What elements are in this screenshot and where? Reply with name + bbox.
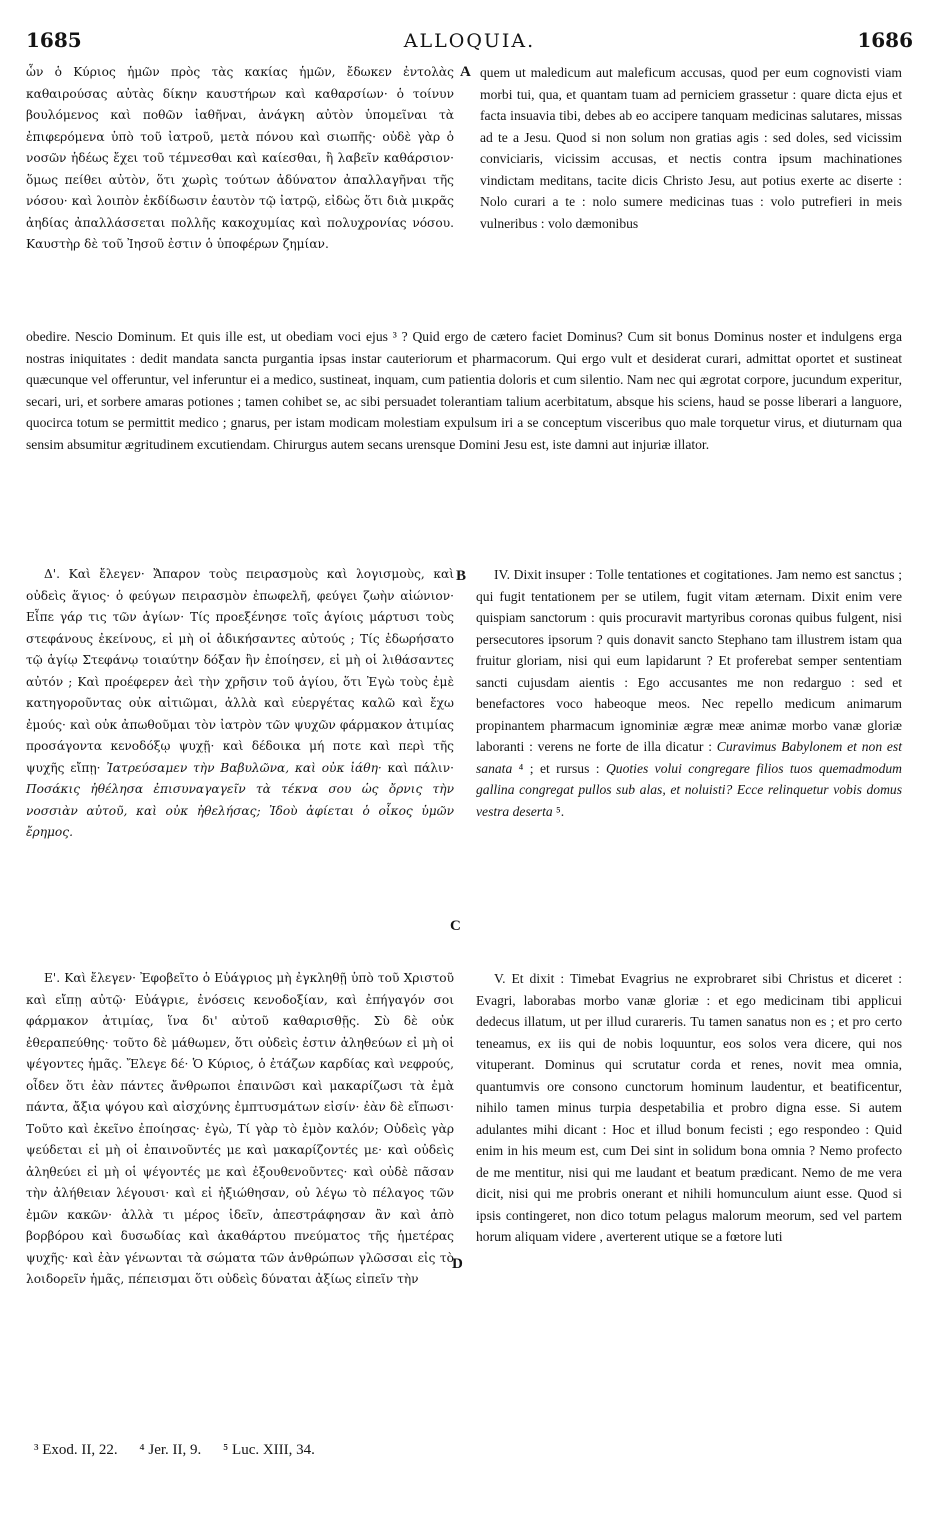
page-number-right: 1686 <box>857 28 913 52</box>
latin-section-iv <box>476 564 902 822</box>
latin-section-iv-quote-1: Curavimus Babylonem et non est sanata <box>476 739 902 776</box>
footnote-3: ³ Exod. II, 22. <box>34 1442 118 1458</box>
latin-section-v: V. Et dixit : Timebat Evagrius ne exprobraret sibi Christus et diceret : Evagri, laborabas morbo vanæ gloriæ : et ego medicinam tibi applicui dedecus illatum, ut per illud curareris. Tu tamen sanatus non es ; et pro certo teneamus, ex iis qui de nobis loquuntur, eos solos vera dicere, qui nos vituperant. Dominus qui scrutatur corda et renes, novit mea omnia, quantumvis ore consono cunctorum hominum laudentur, et beatificentur, nihilo tamen minus turpia despetabilia et probro digna esse. Si autem adulantes mihi dicant : Hoc et illud bonum fecisti ; ego respondeo : Quid enim in his meum est, cum Dei sint in solidum bona omnia ? Nemo profecto de me mentitur, nisi qui me laudant et beatum prædicant. Nemo de me vera dicit, nisi qui me probris onerant et nihili homunculum aiunt esse. Quod si ipsis contingeret, non dico totum pelagus malorum meorum, sed vel partem horum aliquam videre , averterent utique se a fœtore luti <box>476 971 902 1244</box>
greek-section-iv <box>26 564 454 844</box>
greek-section-iv-quote-2: Ποσάκις ἠθέλησα ἐπισυναγαγεῖν τὰ τέκνα σου ὡς ὄρνις τὴν νοσσιὰν αὐτοῦ, καὶ οὐκ ἠθελήσας; Ἰδοὺ ἀφίεται ὁ οἶκος ὑμῶν ἔρημος. <box>26 782 454 839</box>
latin-section-iv-footnote-ref-5: ⁵. <box>552 803 565 819</box>
greek-column-top: ὧν ὁ Κύριος ἡμῶν πρὸς τὰς κακίας ἡμῶν, ἔδωκεν ἐντολὰς καθαιρούσας αὐτὰς δίκην καυστήρων καὶ καθαρσίων· ὁ τοίνυν βουλόμενος καὶ ποθῶν ἰαθῆναι, ἀνάγκη αὐτὸν ὑπομεῖναι τὰ ἐπιφερόμενα ὑπὸ τοῦ ἰατροῦ, μετὰ πόνου καὶ σιωπῆς· οὐδὲ γὰρ ὁ νοσῶν ἡδέως ἔχει τοῦ τέμνεσθαι καὶ καίεσθαι, ἢ λαβεῖν καθάρσιον· ὅμως πείθει αὐτὸν, ὅτι χωρὶς τούτων ἀδύνατον ἀπαλλαγῆναι τῆς νόσου· καὶ λοιπὸν ἐκδίδωσιν ἑαυτὸν τῷ ἰατρῷ, εἰδὼς ὅτι διὰ μικρᾶς ἀηδίας ἀπαλλάσσεται πολλῆς κακοχυμίας καὶ πολυχρονίας νόσου. Καυστὴρ δὲ τοῦ Ἰησοῦ ἐστιν ὁ ὑποφέρων ζημίαν. <box>26 65 454 251</box>
latin-section-iv-footnote-ref-4: ⁴ ; et rursus : <box>512 760 600 776</box>
latin-section-iv-quote-2: Quoties volui congregare filios tuos quemadmodum gallina congregat pullos sub alas, et noluisti? Ecce relinquetur vobis domus vestra deserta <box>476 760 902 819</box>
running-title: ALLOQUIA. <box>403 30 536 52</box>
footnote-4: ⁴ Jer. II, 9. <box>139 1442 202 1458</box>
margin-marker-b: B <box>456 568 467 584</box>
page-number-left: 1685 <box>26 28 82 52</box>
margin-marker-d: D <box>452 1256 463 1272</box>
latin-section-iv-text: IV. Dixit insuper : Tolle tentationes et cogitationes. Jam nemo est sanctus ; qui fugit tentationem per se utilem, fugit vitam æternam. Dixit enim vere quispiam sanctorum : quis procuravit martyribus coronas quibus fulgent, nisi persecutores ipsorum ? quis donavit sancto Stephano tam illustrem istam qua fruitur gloriam, nisi qui eum lapidarunt ? Et proferebat semper sententiam sancti cujusdam aientis : Ego accusantes me non redarguo : sed et benefactores voco habeoque meos. Nec repello medicum animarum propinantem pharmacum ignominiæ ægræ meæ animæ morbo vanæ gloriæ laboranti : verens ne forte de illa dicatur : <box>476 567 902 754</box>
greek-section-iv-text: Δ'. Καὶ ἔλεγεν· Ἄπαρον τοὺς πειρασμοὺς καὶ λογισμοὺς, καὶ οὐδεὶς ἅγιος· ὁ φεύγων πειρασμὸν ἐπωφελῆ, φεύγει ζωὴν αἰώνιον· Εἶπε γάρ τις τῶν ἁγίων· Τίς προεξένησε τοῖς ἁγίοις μάρτυσι τοὺς στεφάνους ἐκείνους, εἰ μὴ οἱ ἀδικήσαντες αὐτούς ; Τίς ἐδωρήσατο τῷ ἁγίῳ Στεφάνῳ τοιαύτην δόξαν ἣν ἐποίησεν, εἰ μὴ οἱ λιθάσαντες αὐτόν ; Καὶ προέφερεν ἀεὶ τὴν χρῆσιν τοῦ ἁγίου, ὅτι Ἐγὼ τοὺς ἐμὲ κατηγοροῦντας οὐκ αἰτιῶμαι, ἀλλὰ καὶ εὐεργέτας καλῶ καὶ ἔχω ἐμούς· καὶ οὐκ ἀπωθοῦμαι τὸν ἰατρὸν τῶν ψυχῶν φάρμακον ἀτιμίας προσάγοντα κενοδόξῳ ψυχῇ· καὶ δέδοικα μή ποτε καὶ περὶ τῆς ψυχῆς εἴπῃ· <box>26 567 454 775</box>
margin-marker-a: A <box>460 64 471 80</box>
greek-section-iv-quote-1: Ἰατρεύσαμεν τὴν Βαβυλῶνα, καὶ οὐκ ἰάθη· <box>106 760 382 775</box>
greek-section-v: Ε'. Καὶ ἔλεγεν· Ἐφοβεῖτο ὁ Εὐάγριος μὴ ἐγκληθῇ ὑπὸ τοῦ Χριστοῦ καὶ εἴπῃ αὐτῷ· Εὐάγριε, ἐνόσεις κενοδοξίαν, καὶ ἐπήγαγόν σοι φάρμακον ἀτιμίας, ἵνα δι' αὐτοῦ καθαρισθῇς. Σὺ δὲ οὐκ ἐθεραπεύθης· τοῦτο δὲ μάθωμεν, ὅτι οὐδεὶς ἐστιν ἀληθεύων εἰ μὴ οἱ ψέγοντες ἡμᾶς. Ἔλεγε δέ· Ὁ Κύριος, ὁ ἐτάζων καρδίας καὶ νεφρούς, οἶδεν ὅτι ἐὰν πάντες ἄνθρωποι ἐπαινῶσι καὶ μακαρίζωσι τὰ ἐμὰ πάντα, ἄξια ψόγου καὶ αἰσχύνης ἐμπτυσμάτων εἰσίν· ἐὰν δὲ εἴπωσι· Τοῦτο καὶ ἐκεῖνο ἐποίησας· ἐγὼ, Τί γὰρ τὸ ἐμὸν καλόν; Οὐδεὶς γὰρ ψεύδεται εἰ μὴ οἱ ἐπαινοῦντές με καὶ μακαρίζοντές με· καὶ οὐδεὶς ἀληθεύει εἰ μὴ οἱ ψέγοντές με καὶ ἐξουθενοῦντες· καὶ οὐδὲ πᾶσαν τὴν ἀλήθειαν λέγουσι· καὶ εἰ ἠξιώθησαν, οὐ λέγω τὸ πέλαγος τῶν ἐμῶν κακῶν· ἀλλὰ τι μέρος ἰδεῖν, ἀπεστράφησαν ἂν καὶ ἀπὸ βορβόρου καὶ δυσωδίας καὶ ἀκαθάρτου πνεύματος τῆς ἡμετέρας ψυχῆς· καὶ ἐὰν γένωνται τὰ σώματα τῶν ἀνθρώπων γλῶσσαι εἰς τὸ λοιδορεῖν ἡμᾶς, πέπεισμαι ὅτι οὐδεὶς δύναται ἀξίως εἰπεῖν τὴν <box>26 971 454 1286</box>
footnotes <box>34 1442 333 1459</box>
greek-section-iv-connector: καὶ πάλιν· <box>381 760 454 775</box>
latin-full-width-paragraph: obedire. Nescio Dominum. Et quis ille est, ut obediam voci ejus ³ ? Quid ergo de cætero faciet Dominus? Cum sit bonus Dominus noster et indulgens erga nostras iniquitates : dedit mandata sancta purgantia ipsas instar cauteriorum et pharmacorum. Qui ergo vult et desiderat curari, admittat oportet et sustineat quæcunque vel offeruntur, vel inferuntur ei a medico, sustineat, inquam, cum patientia doloris et cum silentio. Nam nec qui ægrotat corpore, jucundum experitur, secari, uri, et sorbere amaras potiones ; tamen cohibet se, ac sibi persuadet tolerantiam talium acerbitatum, absque his sciens, haud se posse liberari a languore, quocirca totum se permittit medico ; gnarus, per istam modicam molestiam expulsum iri a se conceptum visceribus quo male torquetur virus, et diuturnam qua sensim absumitur ægritudinem excutiendam. Chirurgus autem secans urensque Domini Jesu est, iste damni aut injuriæ illator. <box>26 329 902 452</box>
margin-marker-c: C <box>450 918 461 934</box>
latin-column-top: quem ut maledicum aut maleficum accusas, quod per eum cognovisti viam morbi tui, qua, et quantam tuam ad perniciem grassetur : quare dicta ejus et facta insuavia tibi, debes ab eo accipere tanquam medicinas salutares, missas ad te a Jesu. Quod si non solum non gratias agis : sed doles, sed vicissim conviciaris, vicissim accusas, et nectis contra ipsum machinationes vindictam meditans, tacite dicis Christo Jesu, aut potius exerte ac diserte : Nolo curari a te : nolo sumere medicinas tuas : volo putrefieri in meis vulneribus : volo dæmonibus <box>480 65 902 231</box>
footnote-5: ⁵ Luc. XIII, 34. <box>223 1442 315 1458</box>
page-header <box>26 28 913 58</box>
